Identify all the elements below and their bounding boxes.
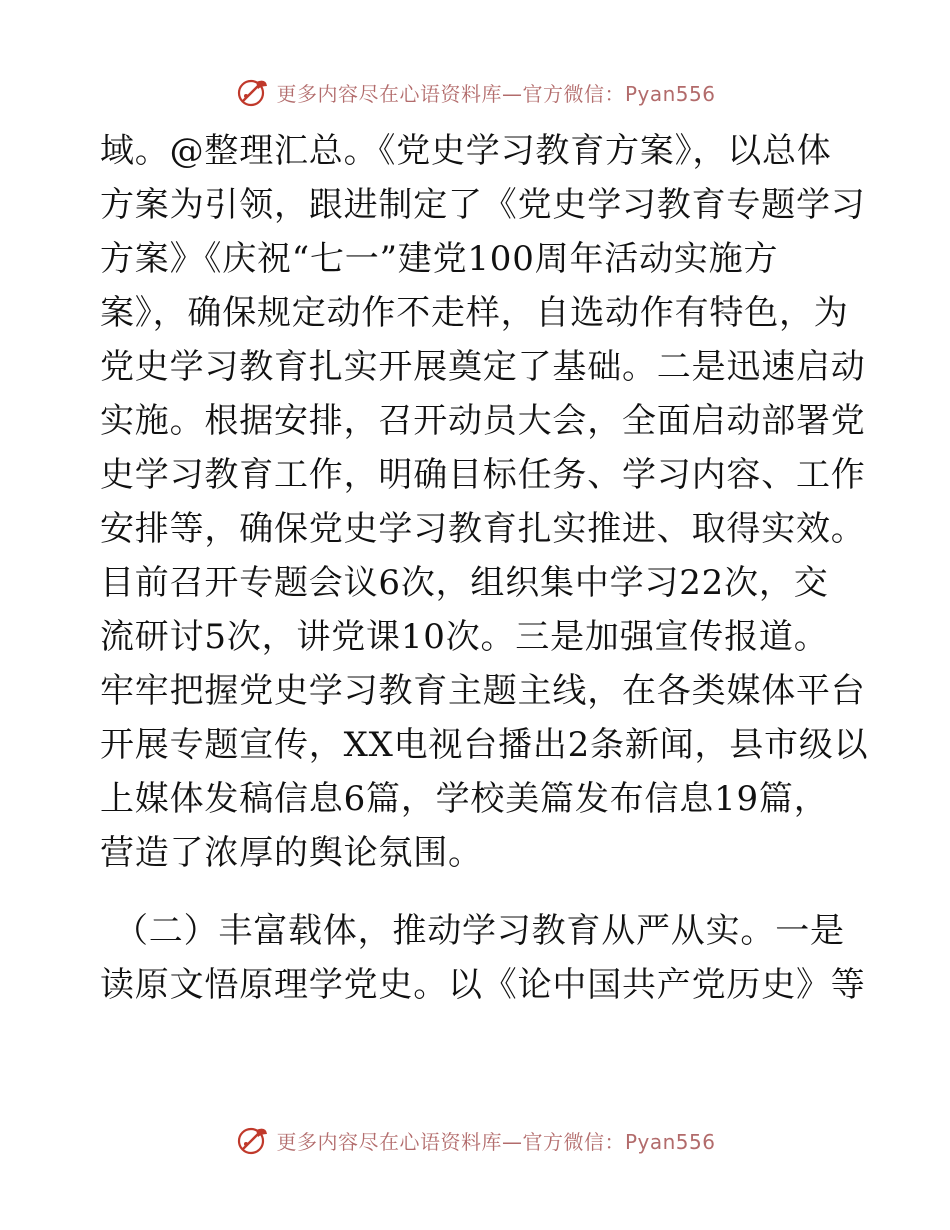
text-line: 史学习教育工作，明确目标任务、学习内容、工作 [100,455,866,495]
text-line: 流研讨5次，讲党课10次。三是加强宣传报道。 [100,617,829,657]
header-watermark [0,72,950,112]
text-line: 读原文悟原理学党史。以《论中国共产党历史》等 [100,965,866,1005]
quill-logo-icon [234,74,270,110]
paragraph [100,904,870,1012]
footer-watermark [0,1120,950,1160]
text-line: 方案为引领，跟进制定了《党史学习教育专题学习 [100,185,866,225]
text-line: 上媒体发稿信息6篇，学校美篇发布信息19篇， [100,779,829,819]
text-line: 方案》《庆祝“七一”建党100周年活动实施方 [100,239,779,279]
watermark-text: 更多内容尽在心语资料库—官方微信：Pyan556 [276,1129,716,1154]
paragraph [100,124,870,880]
text-line: 开展专题宣传，XX电视台播出2条新闻，县市级以 [100,725,869,765]
text-line: 营造了浓厚的舆论氛围。 [100,833,483,873]
text-line: 牢牢把握党史学习教育主题主线，在各类媒体平台 [100,671,866,711]
text-line: 实施。根据安排，召开动员大会，全面启动部署党 [100,401,866,441]
watermark-text: 更多内容尽在心语资料库—官方微信：Pyan556 [276,81,716,106]
quill-logo-icon [234,1122,270,1158]
text-line: 安排等，确保党史学习教育扎实推进、取得实效。 [100,509,866,549]
text-line: 目前召开专题会议6次，组织集中学习22次，交 [100,563,829,603]
text-line: 案》，确保规定动作不走样，自选动作有特色，为 [100,293,849,333]
document-body [100,124,870,1012]
text-line: 党史学习教育扎实开展奠定了基础。二是迅速启动 [100,347,866,387]
paragraph-gap [100,880,870,904]
text-line: 域。@整理汇总。《党史学习教育方案》，以总体 [100,131,832,171]
text-line: （二）丰富载体，推动学习教育从严从实。一是 [114,911,845,951]
